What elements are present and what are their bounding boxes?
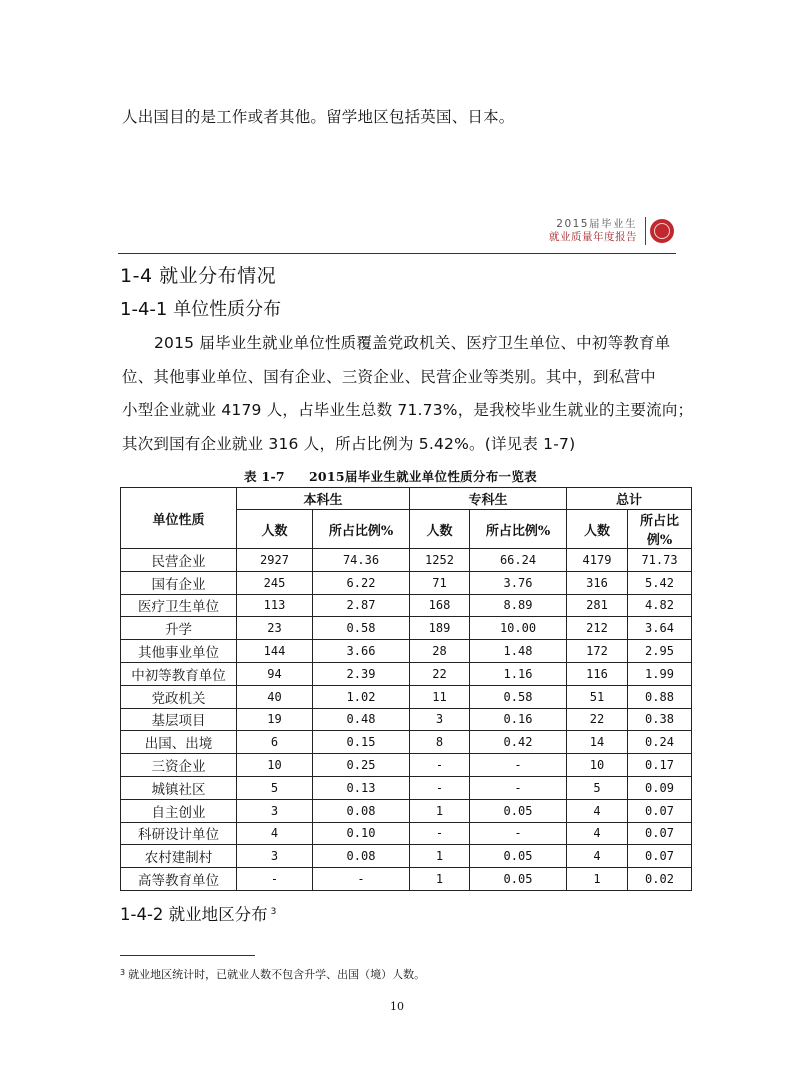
count-cell: 1: [410, 799, 470, 822]
table-row: [121, 685, 692, 708]
table-subheader-percent: 所占比例%: [470, 510, 567, 549]
continued-paragraph-line: 人出国目的是工作或者其他。留学地区包括英国、日本。: [122, 108, 515, 126]
percent-cell: 8.89: [470, 594, 567, 617]
percent-cell: 3.64: [628, 617, 692, 640]
unit-type-cell: 自主创业: [121, 799, 237, 822]
percent-cell: -: [470, 776, 567, 799]
unit-type-cell: 高等教育单位: [121, 868, 237, 891]
unit-type-cell: 基层项目: [121, 708, 237, 731]
percent-cell: 0.02: [628, 868, 692, 891]
percent-cell: 0.07: [628, 845, 692, 868]
paragraph-line: 小型企业就业 4179 人，占毕业生总数 71.73%，是我校毕业生就业的主要流向；: [122, 401, 694, 419]
count-cell: -: [410, 822, 470, 845]
count-cell: 4179: [567, 549, 628, 572]
table-row: [121, 594, 692, 617]
employment-unit-table: [120, 487, 692, 891]
table-header-junior-college: 专科生: [410, 488, 567, 510]
percent-cell: 3.66: [313, 640, 410, 663]
report-header-divider: [645, 217, 646, 245]
unit-type-cell: 中初等教育单位: [121, 662, 237, 685]
table-header-unit: 单位性质: [121, 488, 237, 549]
count-cell: 245: [237, 571, 313, 594]
unit-type-cell: 科研设计单位: [121, 822, 237, 845]
unit-type-cell: 出国、出境: [121, 731, 237, 754]
percent-cell: 1.02: [313, 685, 410, 708]
table-subheader-count: 人数: [567, 510, 628, 549]
percent-cell: 0.05: [470, 868, 567, 891]
page-number: 10: [390, 1000, 404, 1013]
table-header-total: 总计: [567, 488, 692, 510]
count-cell: 144: [237, 640, 313, 663]
percent-cell: 66.24: [470, 549, 567, 572]
percent-cell: 0.48: [313, 708, 410, 731]
percent-cell: 0.08: [313, 799, 410, 822]
count-cell: -: [410, 776, 470, 799]
percent-cell: 0.88: [628, 685, 692, 708]
count-cell: 4: [567, 799, 628, 822]
table-row: [121, 731, 692, 754]
count-cell: 5: [237, 776, 313, 799]
paragraph-line: 2015 届毕业生就业单位性质覆盖党政机关、医疗卫生单位、中初等教育单: [154, 334, 671, 352]
count-cell: 1: [410, 868, 470, 891]
count-cell: 10: [237, 754, 313, 777]
unit-type-cell: 农村建制村: [121, 845, 237, 868]
table-caption: [244, 467, 537, 485]
percent-cell: 74.36: [313, 549, 410, 572]
report-header-subtitle: 就业质量年度报告: [549, 231, 637, 243]
footnote: [120, 966, 425, 982]
unit-type-cell: 国有企业: [121, 571, 237, 594]
count-cell: 281: [567, 594, 628, 617]
unit-type-cell: 民营企业: [121, 549, 237, 572]
footnote-rule: [120, 955, 255, 956]
count-cell: 3: [237, 845, 313, 868]
section-title: 1-4 就业分布情况: [120, 265, 277, 287]
percent-cell: 1.99: [628, 662, 692, 685]
table-row: [121, 776, 692, 799]
percent-cell: 0.15: [313, 731, 410, 754]
percent-cell: 0.16: [470, 708, 567, 731]
percent-cell: -: [470, 754, 567, 777]
percent-cell: 3.76: [470, 571, 567, 594]
count-cell: 2927: [237, 549, 313, 572]
table-row: [121, 822, 692, 845]
table-row: [121, 640, 692, 663]
percent-cell: 0.08: [313, 845, 410, 868]
percent-cell: 0.58: [470, 685, 567, 708]
unit-type-cell: 城镇社区: [121, 776, 237, 799]
report-header-year: 2015届毕业生: [556, 218, 637, 230]
percent-cell: 0.42: [470, 731, 567, 754]
count-cell: 172: [567, 640, 628, 663]
university-seal-icon: [650, 219, 674, 243]
count-cell: 3: [237, 799, 313, 822]
percent-cell: 0.09: [628, 776, 692, 799]
count-cell: 11: [410, 685, 470, 708]
count-cell: 8: [410, 731, 470, 754]
table-row: [121, 571, 692, 594]
count-cell: 116: [567, 662, 628, 685]
footnote-reference[interactable]: 3: [270, 907, 277, 917]
percent-cell: 5.42: [628, 571, 692, 594]
percent-cell: 6.22: [313, 571, 410, 594]
report-header-text: [549, 218, 637, 244]
percent-cell: 0.25: [313, 754, 410, 777]
percent-cell: 2.87: [313, 594, 410, 617]
count-cell: 4: [567, 822, 628, 845]
count-cell: 1252: [410, 549, 470, 572]
table-subheader-percent: 所占比例%: [628, 510, 692, 549]
unit-type-cell: 党政机关: [121, 685, 237, 708]
table-row: [121, 799, 692, 822]
unit-type-cell: 其他事业单位: [121, 640, 237, 663]
percent-cell: 10.00: [470, 617, 567, 640]
percent-cell: 1.48: [470, 640, 567, 663]
unit-type-cell: 医疗卫生单位: [121, 594, 237, 617]
percent-cell: -: [470, 822, 567, 845]
count-cell: 5: [567, 776, 628, 799]
count-cell: 14: [567, 731, 628, 754]
percent-cell: 0.05: [470, 845, 567, 868]
subsection-title-region-text: 1-4-2 就业地区分布: [120, 905, 268, 924]
table-row: [121, 617, 692, 640]
report-header: [549, 216, 674, 246]
paragraph-line: 其次到国有企业就业 316 人，所占比例为 5.42%。(详见表 1-7): [122, 435, 576, 453]
footnote-mark: 3: [120, 968, 126, 977]
count-cell: 3: [410, 708, 470, 731]
unit-type-cell: 升学: [121, 617, 237, 640]
percent-cell: 0.58: [313, 617, 410, 640]
count-cell: 6: [237, 731, 313, 754]
paragraph-line: 位、其他事业单位、国有企业、三资企业、民营企业等类别。其中，到私营中: [122, 368, 656, 386]
percent-cell: 0.24: [628, 731, 692, 754]
count-cell: 10: [567, 754, 628, 777]
table-subheader-count: 人数: [237, 510, 313, 549]
count-cell: 316: [567, 571, 628, 594]
percent-cell: 0.17: [628, 754, 692, 777]
percent-cell: 0.38: [628, 708, 692, 731]
count-cell: -: [237, 868, 313, 891]
count-cell: 19: [237, 708, 313, 731]
percent-cell: 71.73: [628, 549, 692, 572]
subsection-title-unit-nature: 1-4-1 单位性质分布: [120, 299, 282, 320]
table-body: [121, 549, 692, 891]
table-caption-title: 2015届毕业生就业单位性质分布一览表: [308, 469, 537, 484]
percent-cell: -: [313, 868, 410, 891]
footnote-text: 就业地区统计时，已就业人数不包含升学、出国（境）人数。: [128, 968, 426, 981]
count-cell: 23: [237, 617, 313, 640]
percent-cell: 2.39: [313, 662, 410, 685]
count-cell: 40: [237, 685, 313, 708]
percent-cell: 2.95: [628, 640, 692, 663]
table-row: [121, 549, 692, 572]
table-row: [121, 754, 692, 777]
count-cell: 168: [410, 594, 470, 617]
count-cell: 71: [410, 571, 470, 594]
table-row: [121, 708, 692, 731]
count-cell: 28: [410, 640, 470, 663]
percent-cell: 1.16: [470, 662, 567, 685]
count-cell: 113: [237, 594, 313, 617]
subsection-title-region: [120, 901, 276, 925]
percent-cell: 0.07: [628, 799, 692, 822]
count-cell: 22: [567, 708, 628, 731]
unit-type-cell: 三资企业: [121, 754, 237, 777]
count-cell: 4: [237, 822, 313, 845]
table-row: [121, 845, 692, 868]
percent-cell: 0.13: [313, 776, 410, 799]
table-row: [121, 662, 692, 685]
count-cell: 1: [567, 868, 628, 891]
count-cell: 1: [410, 845, 470, 868]
percent-cell: 0.10: [313, 822, 410, 845]
table-caption-number: 表 1-7: [244, 469, 285, 484]
table-row: [121, 868, 692, 891]
table-header-undergraduate: 本科生: [237, 488, 410, 510]
count-cell: 4: [567, 845, 628, 868]
percent-cell: 0.07: [628, 822, 692, 845]
count-cell: 94: [237, 662, 313, 685]
count-cell: -: [410, 754, 470, 777]
count-cell: 189: [410, 617, 470, 640]
table-subheader-count: 人数: [410, 510, 470, 549]
count-cell: 51: [567, 685, 628, 708]
table-subheader-percent: 所占比例%: [313, 510, 410, 549]
count-cell: 212: [567, 617, 628, 640]
header-rule: [118, 253, 676, 254]
percent-cell: 0.05: [470, 799, 567, 822]
count-cell: 22: [410, 662, 470, 685]
percent-cell: 4.82: [628, 594, 692, 617]
